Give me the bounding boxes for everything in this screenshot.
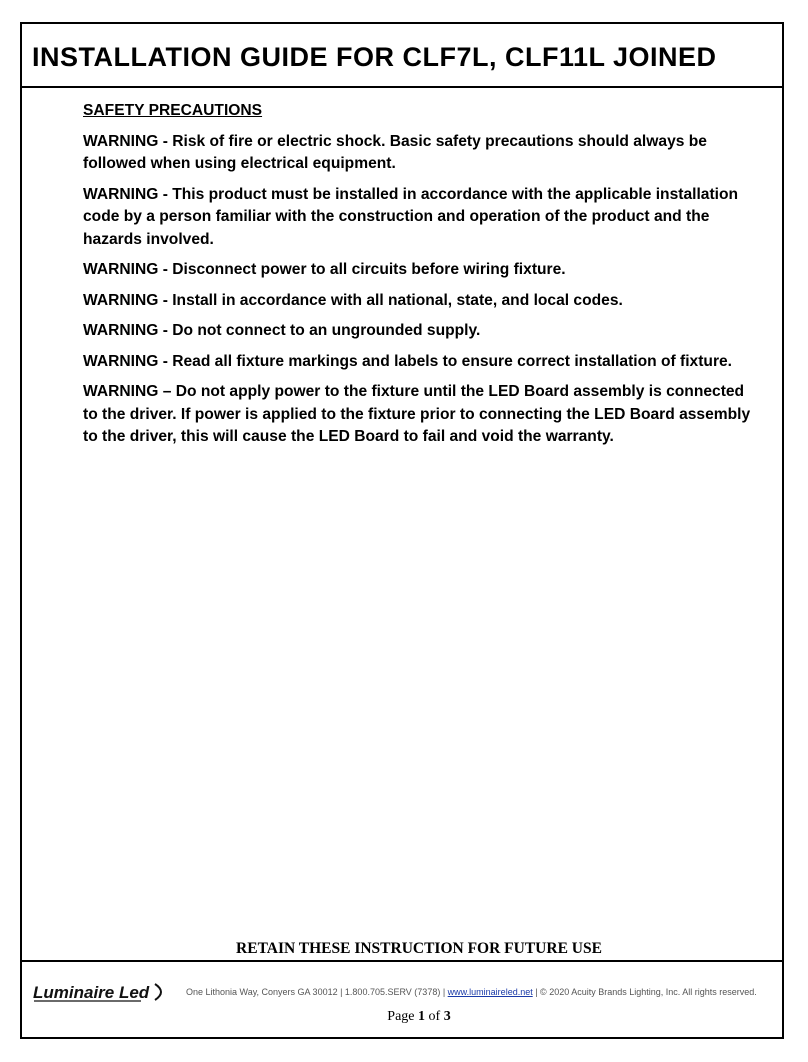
safety-section xyxy=(83,100,753,457)
warning-item: WARNING - Read all fixture markings and labels to ensure correct installation of fixture. xyxy=(83,352,733,370)
logo-wordmark: Luminaire Led xyxy=(33,983,150,1002)
warning-item: WARNING - Disconnect power to all circuits before wiring fixture. xyxy=(83,261,566,278)
website-link[interactable]: www.luminaireled.net xyxy=(447,987,533,997)
current-page: 1 xyxy=(418,1009,426,1024)
footer-copyright: | © 2020 Acuity Brands Lighting, Inc. All rights reserved. xyxy=(532,987,757,997)
warning-item: WARNING - Do not connect to an ungrounded supply. xyxy=(83,322,481,339)
warning-item: WARNING - This product must be installed in accordance with the applicable installation code by a person familiar with the construction and operation of the product and the hazards involved. xyxy=(83,185,739,248)
title-divider xyxy=(22,86,782,88)
retain-notice: RETAIN THESE INSTRUCTION FOR FUTURE USE xyxy=(236,940,602,957)
page-number: Page 1 of 3 xyxy=(387,1009,451,1024)
warning-item: WARNING - Install in accordance with all national, state, and local codes. xyxy=(83,291,623,309)
footer-divider xyxy=(22,960,782,962)
document-title: INSTALLATION GUIDE FOR CLF7L, CLF11L JOINED xyxy=(32,42,717,72)
footer-contact xyxy=(186,987,757,997)
section-heading: SAFETY PRECAUTIONS xyxy=(83,102,263,119)
warning-item: WARNING - Risk of fire or electric shock. Basic safety precautions should always be followed when using electrical equipment. xyxy=(83,132,707,172)
warning-item: WARNING – Do not apply power to the fixture until the LED Board assembly is connected to the driver. If power is applied to the fixture prior to connecting the LED Board assembly to the driver, this will cause the LED Board to fail and void the warranty. xyxy=(83,383,751,445)
luminaire-led-logo xyxy=(33,979,183,1005)
footer-address: One Lithonia Way, Conyers GA 30012 | 1.800.705.SERV (7378) | xyxy=(186,987,448,997)
total-pages: 3 xyxy=(443,1009,451,1024)
